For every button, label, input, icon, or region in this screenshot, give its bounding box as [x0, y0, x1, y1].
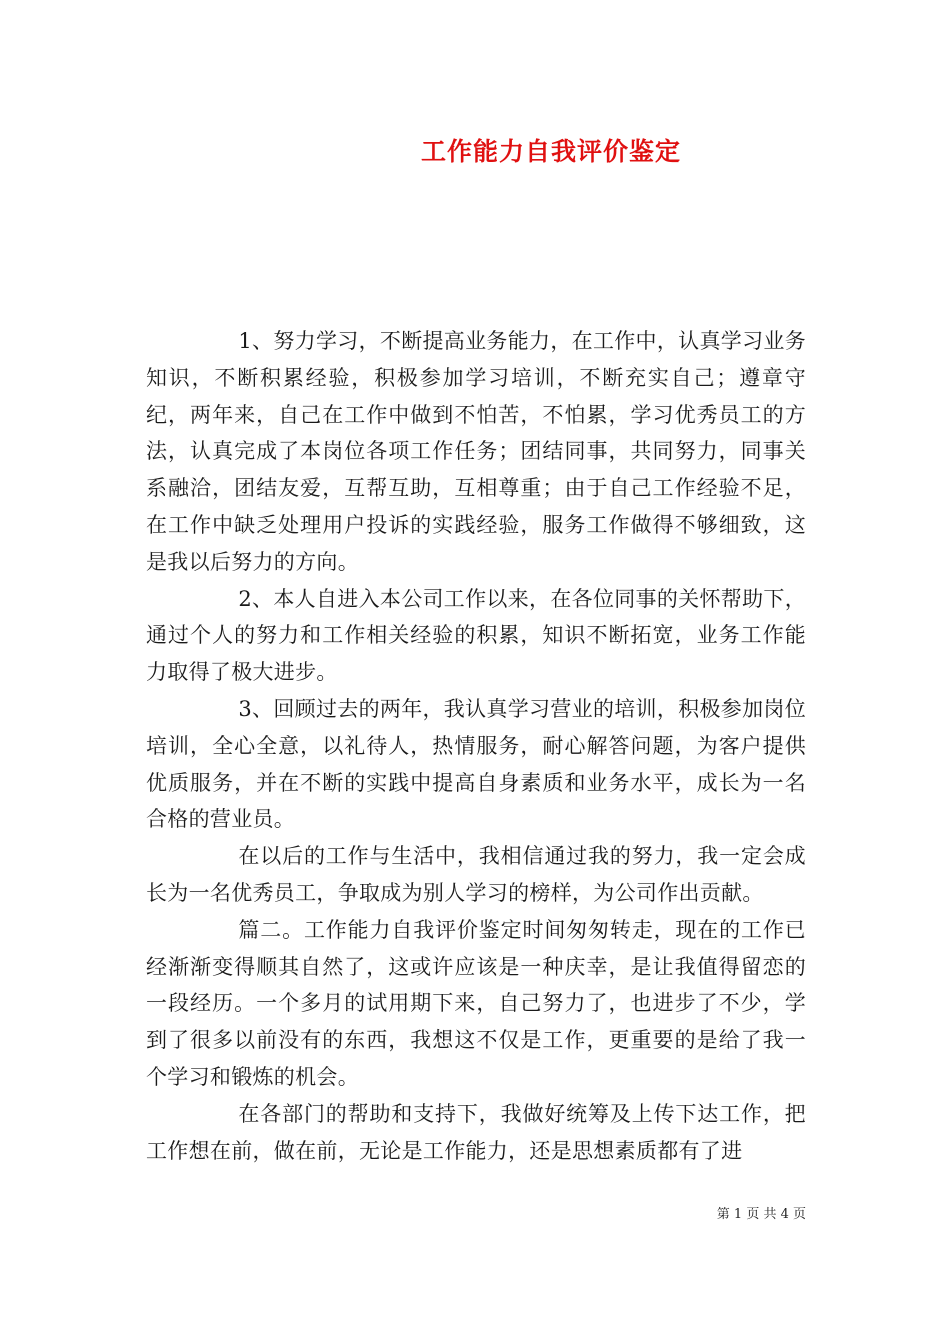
page-number-footer: 第 1 页 共 4 页: [716, 1207, 806, 1222]
paragraph-5: 篇二。工作能力自我评价鉴定时间匆匆转走，现在的工作已经渐渐变得顺其自然了，这或许应该是一种庆幸，是让我值得留恋的一段经历。一个多月的试用期下来，自己努力了，也进步了不少，学到了很多以前没有的东西，我想这不仅是工作，更重要的是给了我一个学习和锻炼的机会。: [146, 917, 806, 1089]
document-title: 工作能力自我评价鉴定: [420, 137, 681, 166]
paragraph-3: 3、回顾过去的两年，我认真学习营业的培训，积极参加岗位培训，全心全意，以礼待人，热情服务，耐心解答问题，为客户提供优质服务，并在不断的实践中提高自身素质和业务水平，成长为一名合格的营业员。: [146, 696, 806, 832]
document-body: [146, 323, 806, 1169]
paragraph-1: 1、努力学习，不断提高业务能力，在工作中，认真学习业务知识，不断积累经验，积极参加学习培训，不断充实自己；遵章守纪，两年来，自己在工作中做到不怕苦，不怕累，学习优秀员工的方法，认真完成了本岗位各项工作任务；团结同事，共同努力，同事关系融洽，团结友爱，互帮互助，互相尊重；由于自己工作经验不足，在工作中缺乏处理用户投诉的实践经验，服务工作做得不够细致，这是我以后努力的方向。: [146, 329, 806, 574]
paragraph-6: 在各部门的帮助和支持下，我做好统筹及上传下达工作，把工作想在前，做在前，无论是工作能力，还是思想素质都有了进: [146, 1101, 806, 1163]
paragraph-4: 在以后的工作与生活中，我相信通过我的努力，我一定会成长为一名优秀员工，争取成为别人学习的榜样，为公司作出贡献。: [146, 844, 806, 905]
paragraph-2: 2、本人自进入本公司工作以来，在各位同事的关怀帮助下，通过个人的努力和工作相关经验的积累，知识不断拓宽，业务工作能力取得了极大进步。: [146, 586, 806, 685]
